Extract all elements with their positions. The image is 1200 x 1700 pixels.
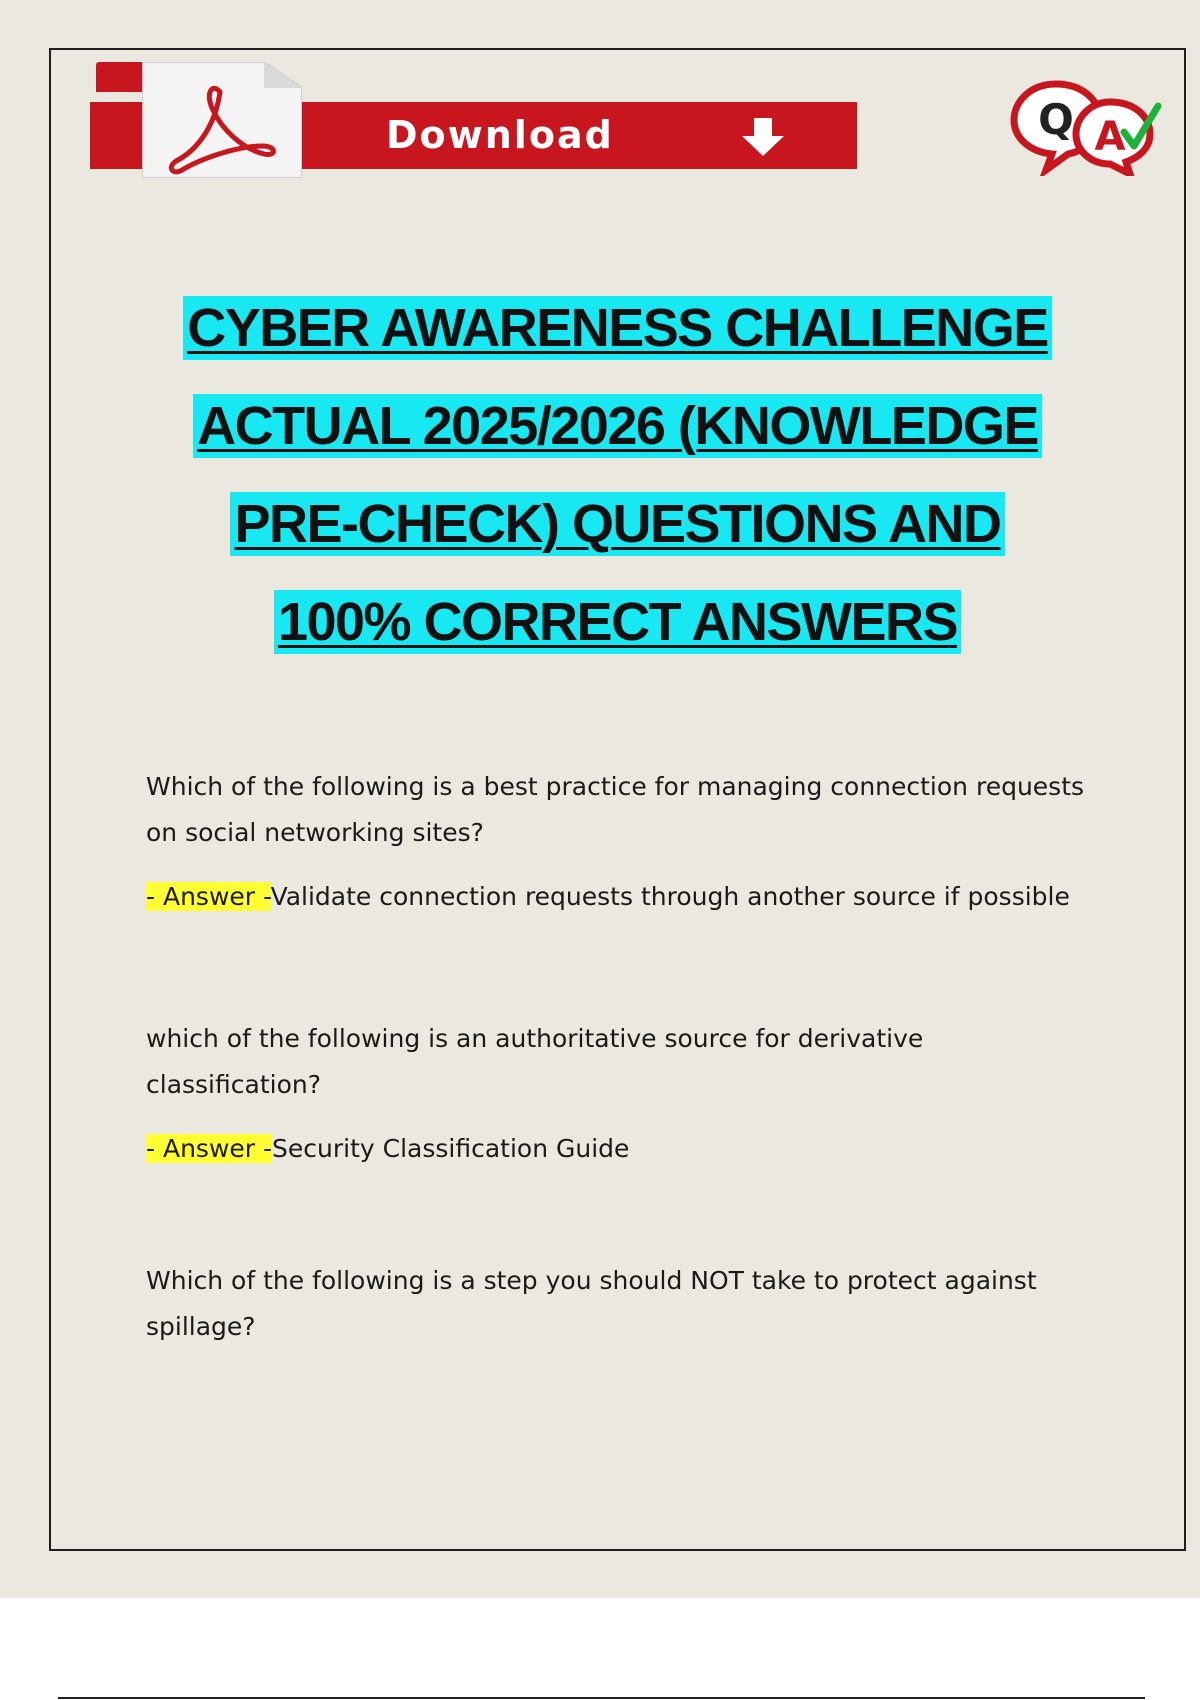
qa-chat-icon	[1006, 76, 1166, 176]
answer-text: Validate connection requests through another source if possible	[270, 882, 1070, 911]
title-line: 100% CORRECT ANSWERS	[274, 590, 961, 654]
qa-item	[146, 764, 1106, 920]
qa-section	[146, 764, 1106, 1350]
download-label[interactable]: Download	[386, 113, 614, 157]
title-line: CYBER AWARENESS CHALLENGE	[183, 296, 1052, 360]
answer-text: Security Classification Guide	[272, 1134, 630, 1163]
qa-logo-q: Q	[1038, 95, 1074, 144]
question-text: Which of the following is a best practice for managing connection requests on social networking sites?	[146, 772, 1085, 847]
question-text: Which of the following is a step you should NOT take to protect against spillage?	[146, 1266, 1037, 1341]
qa-item	[146, 1258, 1106, 1350]
bottom-rule	[58, 1697, 1145, 1699]
qa-logo-a: A	[1094, 114, 1126, 160]
qa-item	[146, 1016, 1106, 1172]
answer	[146, 1126, 1106, 1172]
answer-label: - Answer -	[146, 1134, 273, 1163]
answer-label: - Answer -	[146, 882, 271, 911]
title-line: ACTUAL 2025/2026 (KNOWLEDGE	[193, 394, 1042, 458]
question-text: which of the following is an authoritative source for derivative classification?	[146, 1024, 924, 1099]
title-line: PRE-CHECK) QUESTIONS AND	[230, 492, 1004, 556]
answer	[146, 874, 1106, 920]
pdf-file-icon	[142, 62, 302, 178]
document-title	[60, 296, 1175, 688]
download-arrow-icon	[738, 116, 788, 158]
